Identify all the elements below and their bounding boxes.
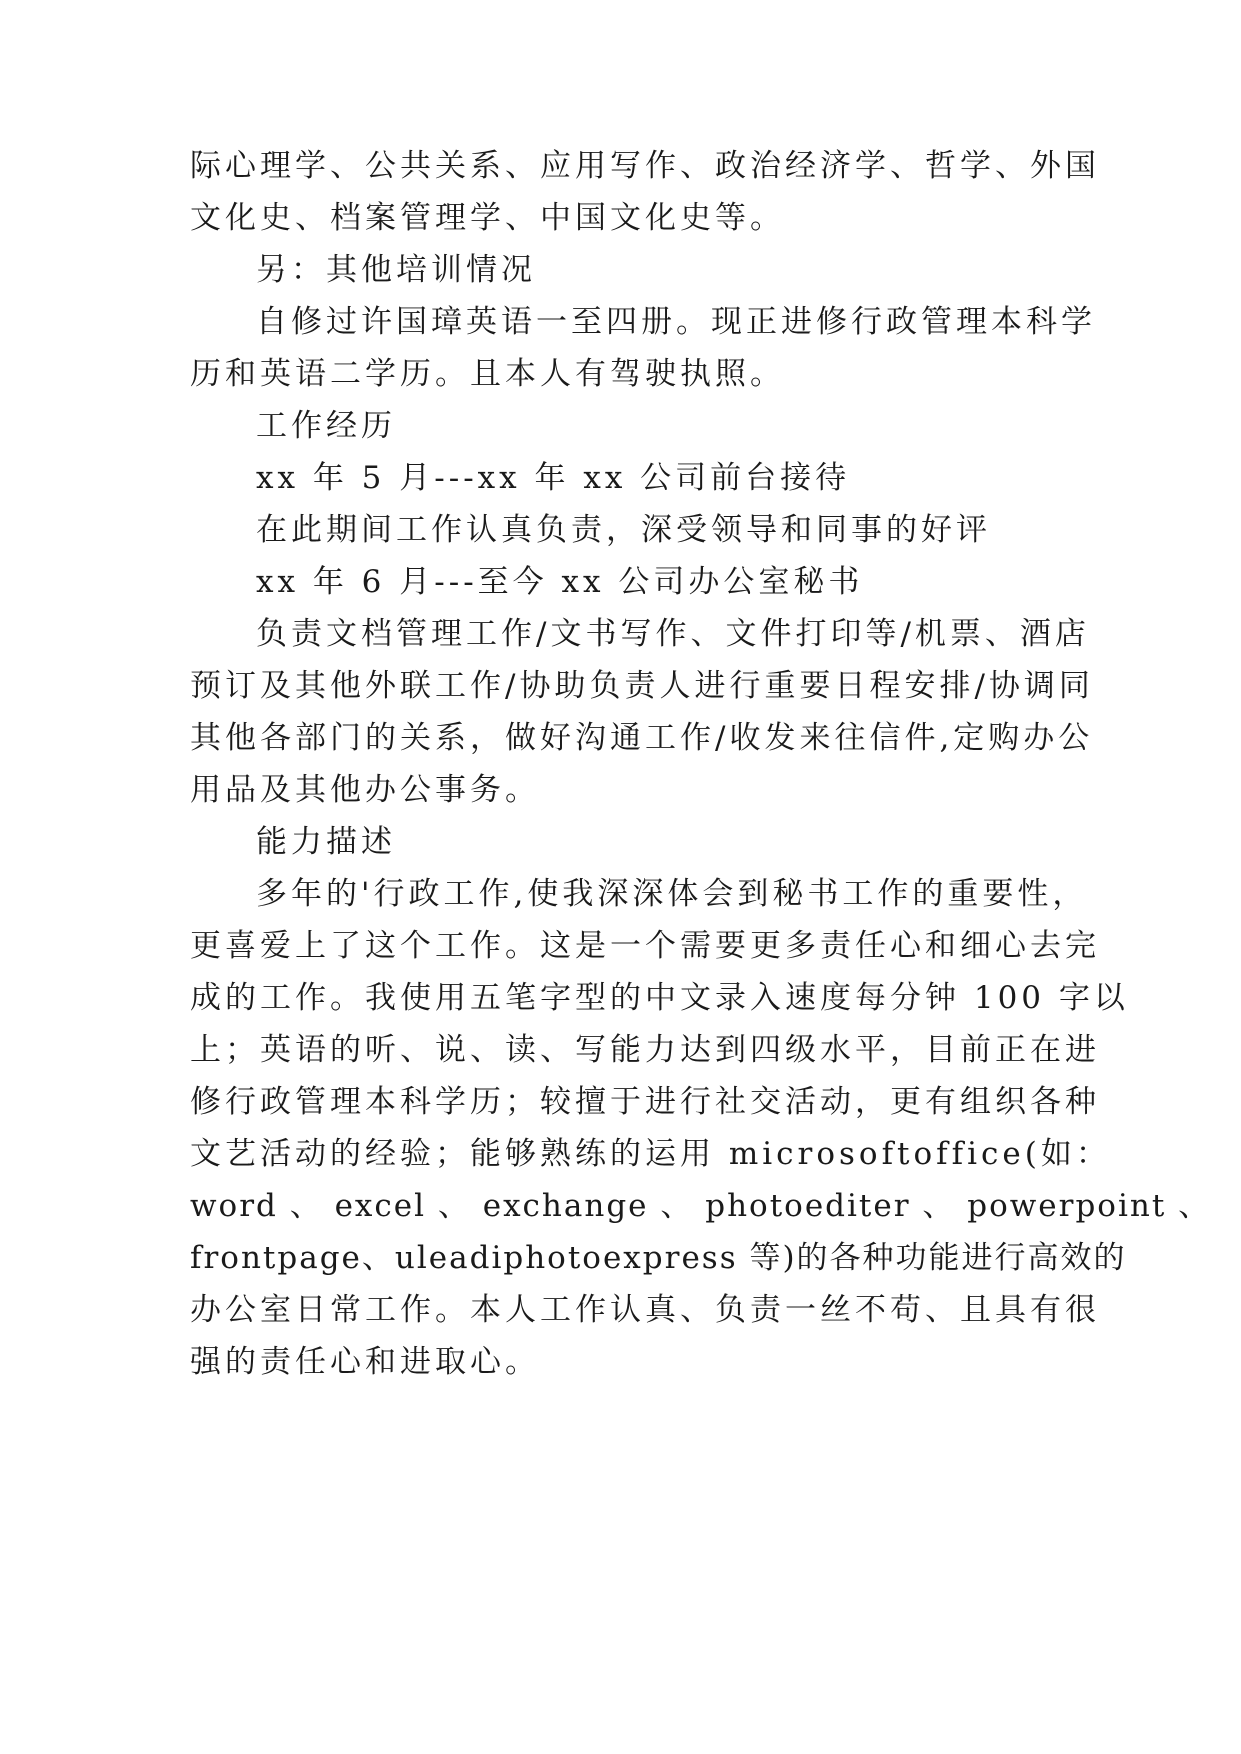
text-line: 在此期间工作认真负责，深受领导和同事的好评 <box>256 512 991 548</box>
text-line: 预订及其他外联工作/协助负责人进行重要日程安排/协调同 <box>190 668 1094 704</box>
text-line: 际心理学、公共关系、应用写作、政治经济学、哲学、外国 <box>190 148 1100 184</box>
text-line: 其他各部门的关系，做好沟通工作/收发来往信件,定购办公 <box>190 720 1094 756</box>
text-line: 上；英语的听、说、读、写能力达到四级水平，目前正在进 <box>190 1032 1100 1068</box>
text-line: 自修过许国璋英语一至四册。现正进修行政管理本科学 <box>256 304 1096 340</box>
text-line: 文化史、档案管理学、中国文化史等。 <box>190 200 785 236</box>
text-line: 修行政管理本科学历；较擅于进行社交活动，更有组织各种 <box>190 1084 1100 1120</box>
job-entry: xx 年 6 月---至今 xx 公司办公室秘书 <box>256 564 864 600</box>
text-line: 用品及其他办公事务。 <box>190 772 540 808</box>
section-heading: 能力描述 <box>256 824 396 860</box>
text-line: word 、 excel 、 exchange 、 photoediter 、 powerpoint 、 <box>190 1188 1212 1224</box>
section-heading: 工作经历 <box>256 408 396 444</box>
text-line: 成的工作。我使用五笔字型的中文录入速度每分钟 100 字以 <box>190 980 1129 1016</box>
text-line: 强的责任心和进取心。 <box>190 1344 540 1380</box>
text-line: 更喜爱上了这个工作。这是一个需要更多责任心和细心去完 <box>190 928 1100 964</box>
text-line: frontpage、uleadiphotoexpress 等)的各种功能进行高效的 <box>190 1240 1127 1276</box>
section-note: 另：其他培训情况 <box>256 252 536 288</box>
text-line: 多年的'行政工作,使我深深体会到秘书工作的重要性， <box>256 876 1088 912</box>
text-line: 负责文档管理工作/文书写作、文件打印等/机票、酒店 <box>256 616 1090 652</box>
text-line: 文艺活动的经验；能够熟练的运用 microsoftoffice(如： <box>190 1136 1111 1172</box>
text-line: 历和英语二学历。且本人有驾驶执照。 <box>190 356 785 392</box>
text-line: 办公室日常工作。本人工作认真、负责一丝不苟、且具有很 <box>190 1292 1100 1328</box>
job-entry: xx 年 5 月---xx 年 xx 公司前台接待 <box>256 460 851 496</box>
